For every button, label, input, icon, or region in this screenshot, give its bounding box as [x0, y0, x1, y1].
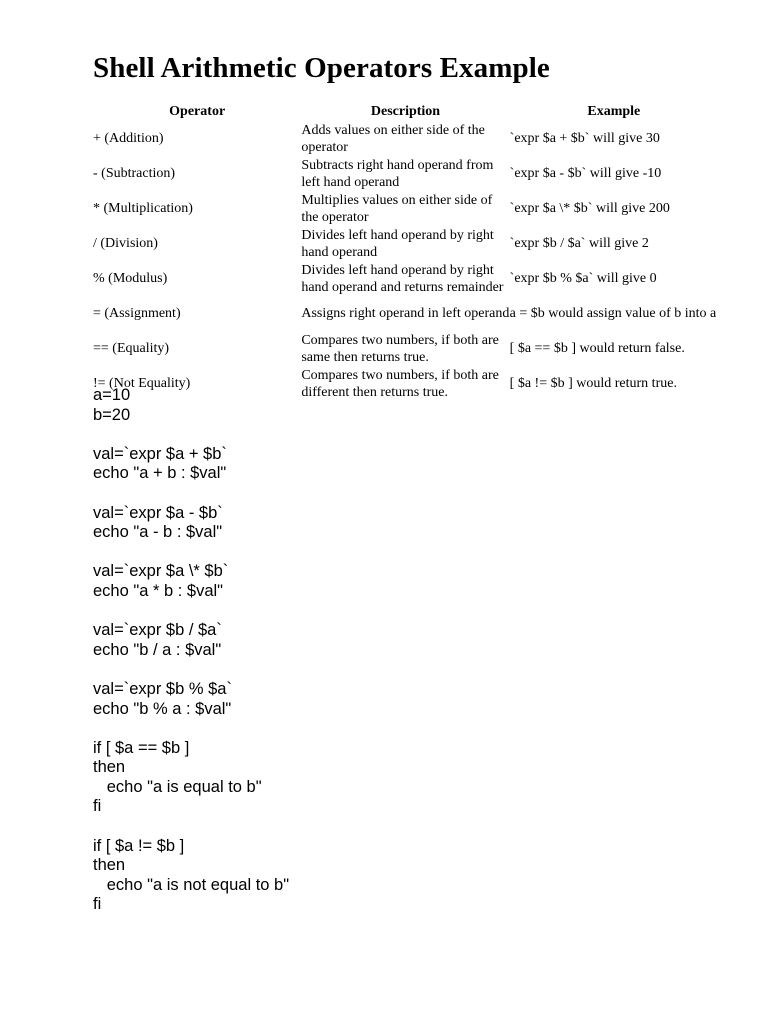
example-cell: [ $a != $b ] would return true.	[509, 376, 677, 391]
operator-cell: % (Modulus)	[93, 271, 168, 286]
table-row	[93, 121, 718, 156]
table-row	[93, 226, 718, 261]
operator-cell: * (Multiplication)	[93, 201, 193, 216]
table-row	[93, 331, 718, 366]
description-cell: Multiplies values on either side of the operator	[301, 192, 493, 225]
table-row	[93, 191, 718, 226]
table-row	[93, 156, 718, 191]
description-cell: Compares two numbers, if both are different then returns true.	[301, 367, 499, 400]
code-block: a=10 b=20 val=`expr $a + $b` echo "a + b : $val" val=`expr $a - $b` echo "a - b : $val" val=`expr $a \* $b` echo "a * b : $val" val=`expr $b / $a` echo "b / a : $val" val=`expr $b % $a` echo "b % a : $val" if [ $a == $b ] then echo "a is equal to b" fi if [ $a != $b ] then echo "a is not equal to b" fi	[93, 386, 290, 914]
description-cell: Adds values on either side of the operator	[301, 122, 485, 155]
operator-cell: / (Division)	[93, 236, 158, 251]
page-title: Shell Arithmetic Operators Example	[93, 52, 550, 84]
table-row	[93, 261, 718, 296]
operator-cell: == (Equality)	[93, 341, 170, 356]
header-operator: Operator	[169, 103, 226, 119]
example-cell: `expr $b / $a` will give 2	[509, 236, 649, 251]
table-header-row	[93, 101, 718, 121]
table-row	[93, 296, 718, 331]
example-cell: `expr $a - $b` will give -10	[509, 166, 662, 181]
example-cell: `expr $a + $b` will give 30	[509, 131, 660, 146]
description-cell: Divides left hand operand by right hand operand and returns remainder	[301, 262, 504, 295]
description-cell: Compares two numbers, if both are same then returns true.	[301, 332, 499, 365]
operators-table	[93, 101, 718, 401]
operator-cell: - (Subtraction)	[93, 166, 176, 181]
example-cell: [ $a == $b ] would return false.	[509, 341, 685, 356]
header-description: Description	[370, 103, 441, 119]
description-cell: Assigns right operand in left operand	[301, 306, 510, 321]
example-cell: `expr $a \* $b` will give 200	[509, 201, 670, 216]
header-example: Example	[587, 103, 641, 119]
operator-cell: + (Addition)	[93, 131, 164, 146]
operator-cell: = (Assignment)	[93, 306, 181, 321]
example-cell: a = $b would assign value of b into a	[509, 306, 717, 321]
description-cell: Divides left hand operand by right hand operand	[301, 227, 494, 260]
example-cell: `expr $b % $a` will give 0	[509, 271, 657, 286]
operator-cell: != (Not Equality)	[93, 376, 191, 391]
description-cell: Subtracts right hand operand from left hand operand	[301, 157, 494, 190]
